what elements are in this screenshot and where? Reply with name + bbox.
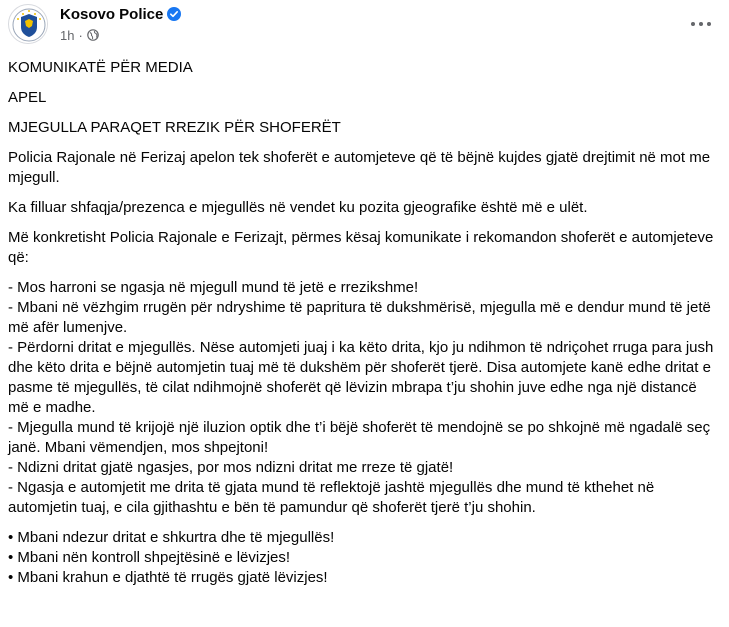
post-paragraph-2: Ka filluar shfaqja/prezenca e mjegullës në vendet ku pozita gjeografike është më e ulët. [8, 199, 588, 216]
post-paragraph-3: Më konkretisht Policia Rajonale e Ferizajt, përmes kësaj komunikate i rekomandon shoferët e automjeteve që: [8, 229, 714, 266]
globe-icon[interactable] [87, 29, 99, 41]
dash-list-item: - Mjegulla mund të krijojë një iluzion optik dhe t’i bëjë shoferët të mendojnë se po shkojnë më ngadalë seç janë. Mbani vëmendjen, mos shpejtoni! [8, 419, 711, 456]
bullet-list [8, 528, 716, 588]
name-row [60, 4, 181, 24]
post-header [0, 0, 729, 48]
dash-list-item: - Përdorni dritat e mjegullës. Nëse automjeti juaj i ka këto drita, kjo ju ndihmon të ndriçohet rruga para jush dhe këto drita e bëjnë automjetin tuaj më të dukshëm për shoferët tjerë. Disa automjete kanë edhe dritat e pasme të mjegullës, të cilat ndihmojnë shoferët që lëvizin mbrapa t’ju shohin juve edhe nga një distancë më e madhe. [8, 339, 714, 416]
dash-list-item: - Mos harroni se ngasja në mjegull mund të jetë e rrezikshme! [8, 279, 419, 296]
dash-list-item: - Mbani në vëzhgim rrugën për ndryshime të papritura të dukshmërisë, mjegulla më e dendur mund të jetë më afër lumenjve. [8, 299, 711, 336]
dash-list-item: - Ndizni dritat gjatë ngasjes, por mos ndizni dritat me rreze të gjatë! [8, 459, 454, 476]
meta-separator: · [78, 27, 83, 43]
kosovo-police-logo-icon [9, 5, 48, 44]
dash-list-item: - Ngasja e automjetit me drita të gjata mund të reflektojë jashtë mjegullës dhe mund të kthehet në automjetin tuaj, e cila gjithashtu e bën të pamundur që shoferët tjerë t’ju shohin. [8, 479, 655, 516]
page-avatar[interactable] [8, 4, 48, 44]
dash-list [8, 278, 716, 518]
post-paragraph-1: Policia Rajonale në Ferizaj apelon tek shoferët e automjeteve që të bëjnë kujdes gjatë drejtimit në mot me mjegull. [8, 149, 711, 186]
post-body [8, 58, 716, 591]
page-name[interactable]: Kosovo Police [60, 5, 164, 23]
post-heading-2: APEL [8, 89, 47, 106]
post-timestamp[interactable]: 1h [60, 27, 75, 43]
verified-badge-icon [167, 7, 181, 21]
post-heading-1: KOMUNIKATË PËR MEDIA [8, 59, 193, 76]
more-options-icon[interactable] [687, 10, 715, 38]
bullet-list-item: • Mbani nën kontroll shpejtësinë e lëvizjes! [8, 549, 291, 566]
bullet-list-item: • Mbani ndezur dritat e shkurtra dhe të mjegullës! [8, 529, 335, 546]
bullet-list-item: • Mbani krahun e djathtë të rrugës gjatë lëvizjes! [8, 569, 328, 586]
post-heading-3: MJEGULLA PARAQET RREZIK PËR SHOFERËT [8, 119, 341, 136]
post-meta [60, 26, 99, 44]
